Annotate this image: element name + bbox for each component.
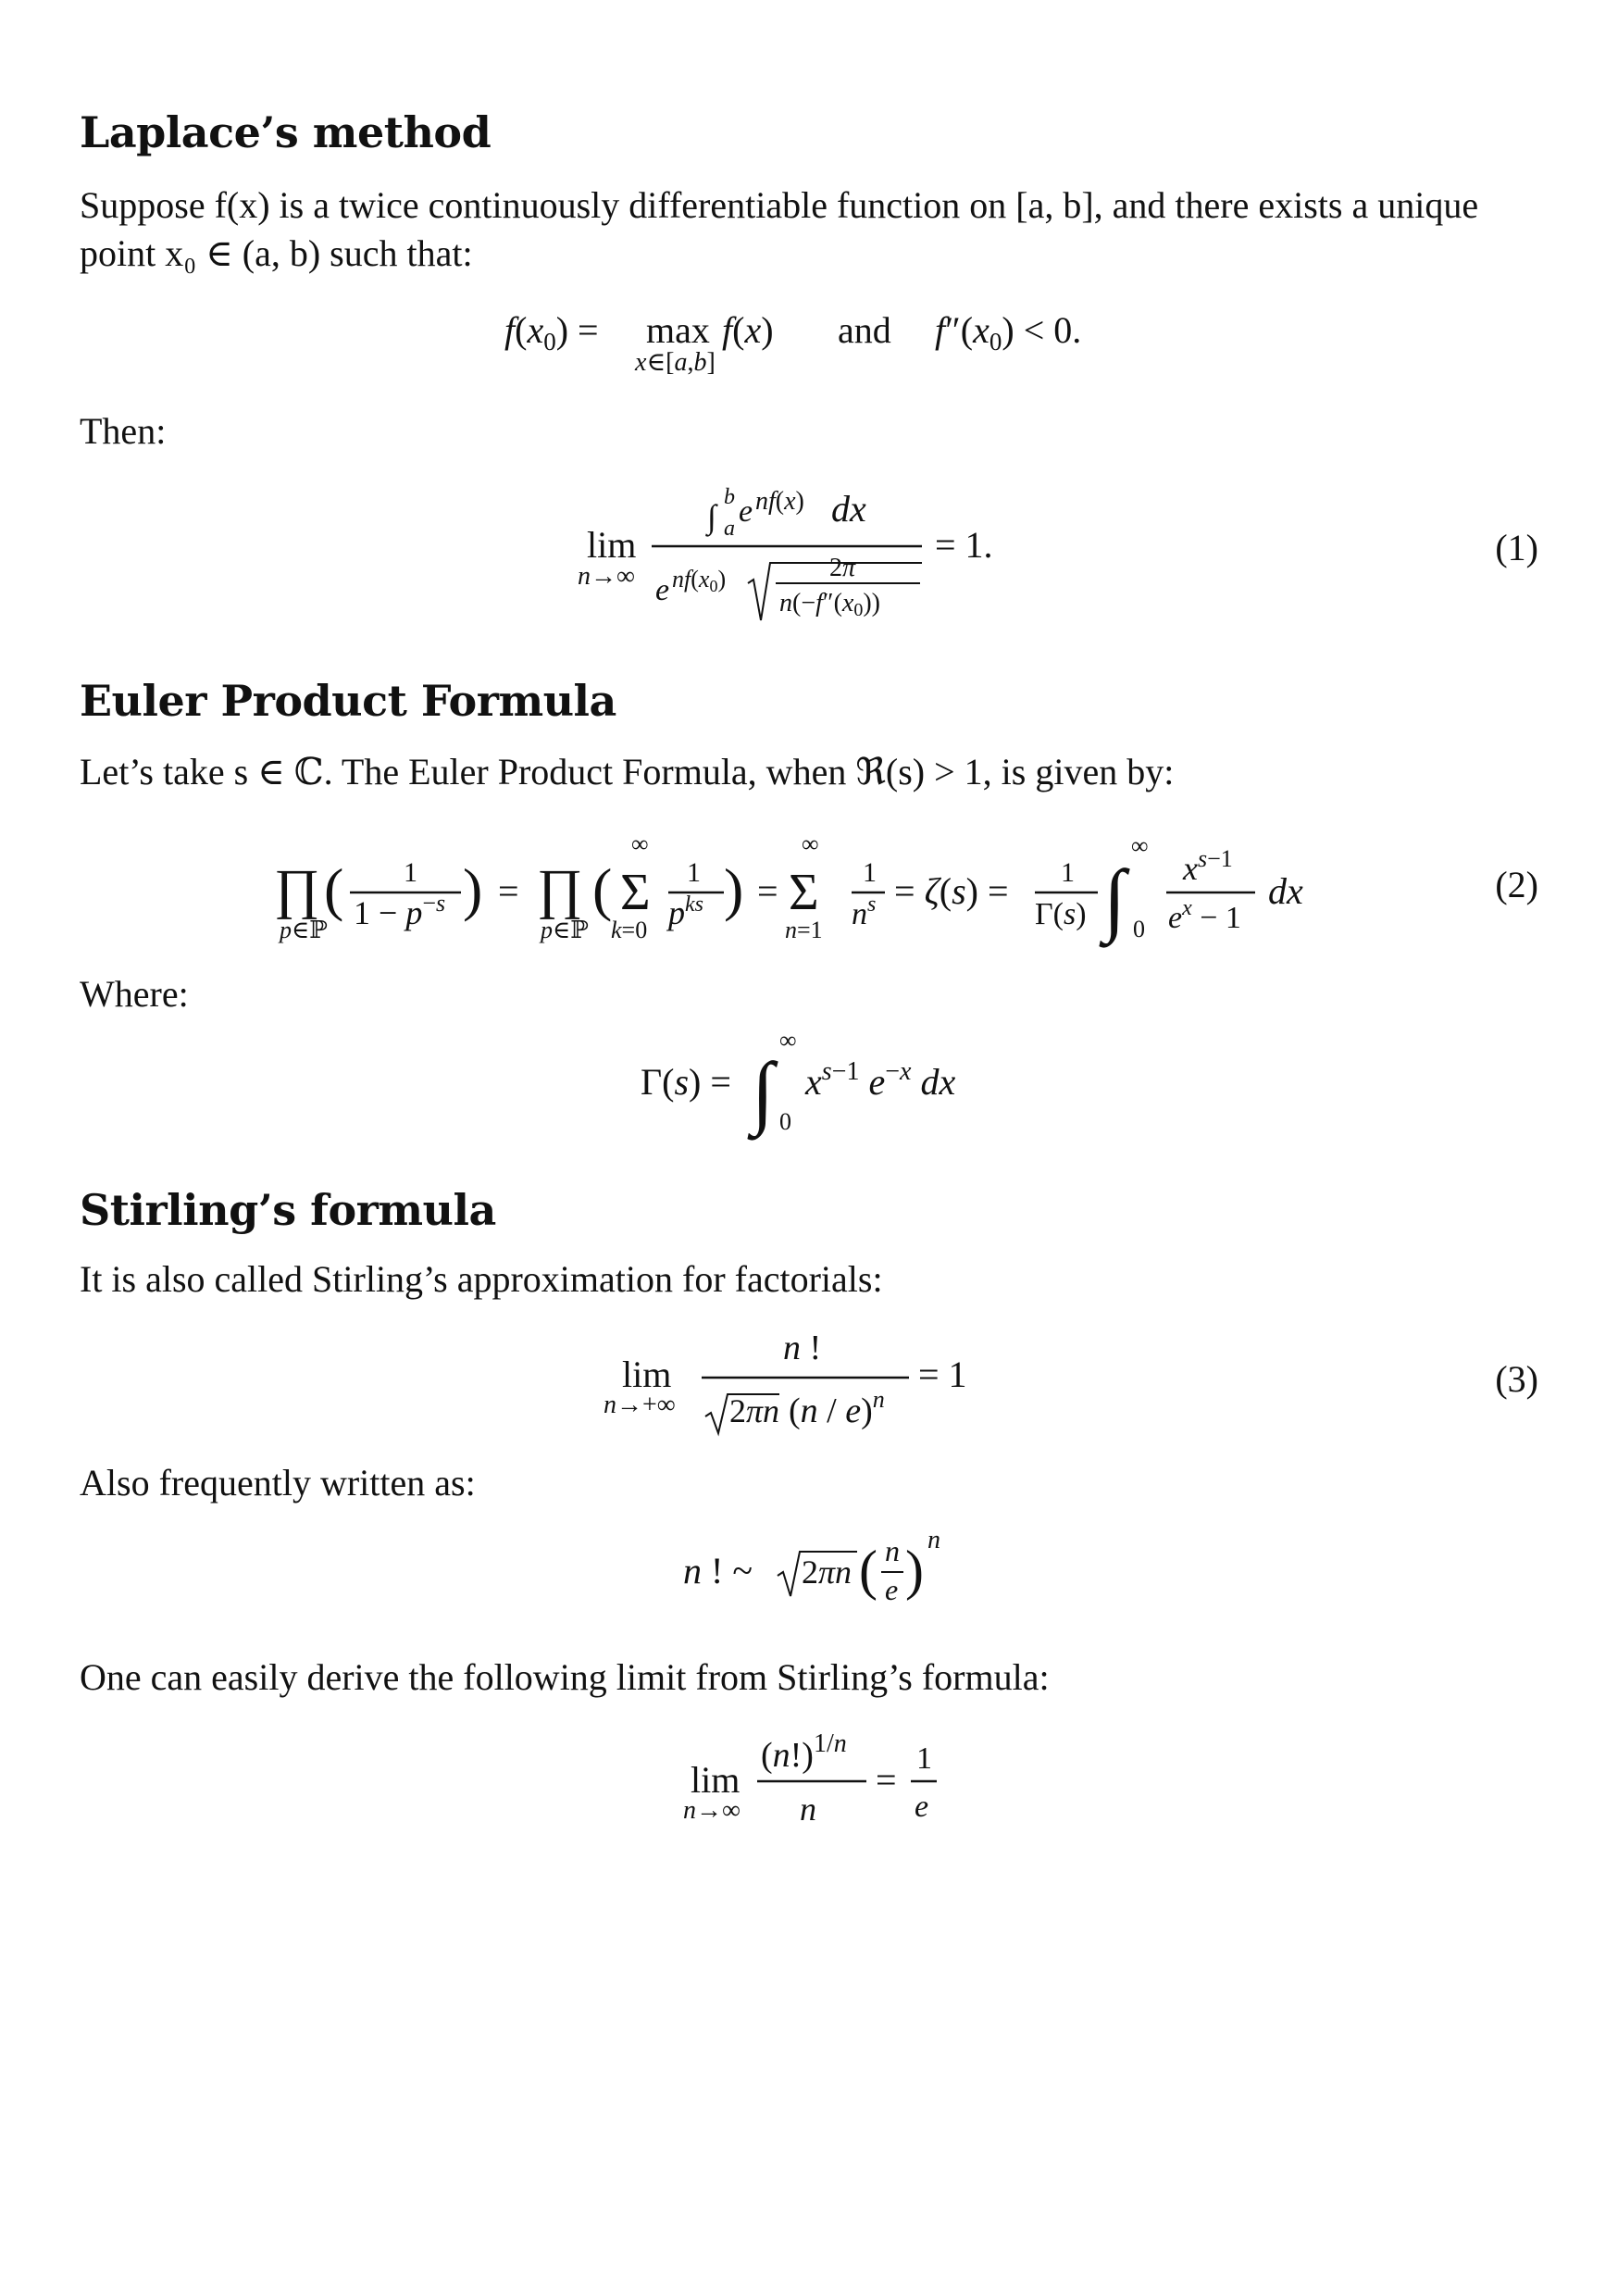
svg-text:xs−1 e−x dx: $x^{s-1}$ $e^{-x}$ dx: [805, 1057, 956, 1103]
gamma-equation: [0, 1026, 1618, 1155]
svg-text:e: e: [655, 573, 670, 607]
stirling-intro: It is also called Stirling’s approximation for factorials:: [80, 1258, 883, 1300]
svg-text:Σ: Σ: [620, 864, 651, 921]
svg-text:lim: lim: [622, 1354, 672, 1395]
svg-text:max: max: [646, 309, 710, 351]
svg-text:1: 1: [863, 857, 877, 888]
laplace-condition-equation: [0, 296, 1618, 398]
svg-text:=: =: [498, 870, 519, 912]
svg-text:= 1.: = 1.: [935, 524, 993, 566]
svg-text:∞: ∞: [631, 830, 649, 857]
svg-text:n(−f″(x0)): n(−f″(x0)): [779, 589, 880, 620]
svg-text:∞: ∞: [802, 830, 819, 857]
svg-text:x∈[a,b]: x∈[a,b]: [635, 348, 716, 377]
svg-text:a: a: [724, 517, 735, 541]
heading-laplace: Laplace’s method: [80, 107, 492, 157]
laplace-intro-line1: Suppose f(x) is a twice continuously differentiable function on [a, b], and there exists a unique: [80, 184, 1479, 226]
laplace-intro-line2: point x₀ ∈ (a, b) such that:: [80, 232, 473, 274]
svg-text:b: b: [724, 485, 735, 509]
svg-text:nf(x): nf(x): [755, 487, 804, 516]
svg-text:= 1: = 1: [918, 1354, 967, 1395]
svg-text:2π: 2π: [829, 554, 856, 582]
stirling-alt-equation: [0, 1515, 1618, 1635]
svg-text:n: n: [885, 1534, 900, 1567]
euler-main-equation: [0, 815, 1618, 972]
svg-text:dx: dx: [1268, 870, 1303, 912]
svg-text:f″(x0) < 0.: $f''(x_0) < 0$.: [935, 309, 1082, 356]
svg-text:2πn: 2πn: [729, 1392, 780, 1429]
laplace-then: Then:: [80, 410, 167, 452]
svg-text:= ζ(s) =: = ζ(s) =: [894, 870, 1009, 912]
svg-text:(: (: [859, 1540, 877, 1601]
svg-text:dx: dx: [831, 488, 866, 530]
svg-text:n=1: n=1: [785, 917, 823, 943]
svg-text:(n!)1/n: $(n!)^{1/n}$: [761, 1729, 847, 1775]
svg-text:e: e: [915, 1790, 929, 1824]
svg-text:nf(x0): nf(x0): [672, 566, 727, 595]
equation-number-2: (2): [1495, 864, 1538, 905]
svg-text:=: =: [757, 870, 778, 912]
svg-text:∏: ∏: [537, 858, 583, 919]
svg-text:=: =: [876, 1759, 897, 1801]
svg-text:p∈ℙ: p∈ℙ: [541, 917, 589, 943]
svg-text:∞: ∞: [1131, 832, 1149, 859]
svg-text:n→+∞: n→+∞: [604, 1391, 676, 1419]
svg-text:1: 1: [916, 1741, 932, 1776]
svg-text:2πn: 2πn: [802, 1554, 853, 1591]
word-and: and: [838, 309, 891, 351]
svg-text:f(x): f(x): [722, 309, 774, 351]
svg-text:∏: ∏: [274, 858, 320, 919]
svg-text:∫: ∫: [707, 498, 716, 535]
svg-text:1: 1: [687, 857, 701, 888]
svg-text:f(x0) =: $f(x_0)$ =: [504, 309, 599, 356]
euler-where: Where:: [80, 973, 189, 1015]
svg-text:ns: $n^s$: [852, 892, 877, 931]
svg-text:k=0: k=0: [611, 917, 648, 943]
svg-text:(: (: [324, 856, 344, 922]
svg-text:n: n: [927, 1526, 940, 1554]
svg-text:∞: ∞: [779, 1027, 797, 1054]
svg-text:lim: lim: [587, 524, 637, 566]
svg-text:∫: ∫: [752, 1047, 775, 1137]
stirling-limit-equation: [0, 1715, 1618, 1844]
svg-text:1 − p−s: $1 - p^{-s}$: [354, 890, 446, 931]
svg-text:e: e: [885, 1573, 899, 1606]
svg-text:Σ: Σ: [789, 864, 819, 921]
svg-text:n: n: [800, 1791, 816, 1828]
svg-text:n !: n !: [783, 1329, 822, 1367]
svg-text:n→∞: n→∞: [578, 562, 635, 591]
svg-text:1: 1: [404, 857, 417, 888]
svg-text:0: 0: [779, 1108, 791, 1135]
svg-text:xs−1: $x^s-1$: [1183, 845, 1233, 887]
svg-text:Γ(s) =: Γ(s) =: [641, 1061, 731, 1103]
svg-text:(n / e)n: (n / e)$^n$: [789, 1386, 885, 1430]
svg-text:n→∞: n→∞: [683, 1796, 741, 1825]
svg-text:p∈ℙ: p∈ℙ: [280, 917, 328, 943]
stirling-main-equation: [0, 1324, 1618, 1454]
svg-text:1: 1: [1061, 857, 1075, 888]
equation-number-1: (1): [1495, 527, 1538, 568]
equation-number-3: (3): [1495, 1358, 1538, 1400]
svg-text:): ): [905, 1540, 924, 1601]
heading-stirling: Stirling’s formula: [80, 1185, 496, 1235]
svg-text:): ): [724, 856, 744, 922]
svg-text:e: e: [739, 494, 753, 529]
svg-text:lim: lim: [691, 1759, 741, 1801]
svg-text:∫: ∫: [1103, 855, 1126, 944]
stirling-derive: One can easily derive the following limit from Stirling’s formula:: [80, 1656, 1050, 1698]
svg-text:ex − 1: $e^x - 1$: [1168, 896, 1241, 935]
svg-text:n ! ~: n ! ~: [683, 1550, 753, 1591]
svg-text:pks: $p^{ks}$: [668, 892, 703, 931]
svg-text:): ): [463, 856, 483, 922]
svg-text:Γ(s): Γ(s): [1035, 897, 1087, 931]
svg-text:0: 0: [1133, 916, 1145, 942]
svg-text:(: (: [592, 856, 613, 922]
laplace-main-equation: [0, 463, 1618, 648]
stirling-also: Also frequently written as:: [80, 1462, 476, 1504]
heading-euler: Euler Product Formula: [80, 676, 616, 726]
euler-intro: Let’s take s ∈ ℂ. The Euler Product Formula, when ℜ(s) > 1, is given by:: [80, 751, 1175, 792]
